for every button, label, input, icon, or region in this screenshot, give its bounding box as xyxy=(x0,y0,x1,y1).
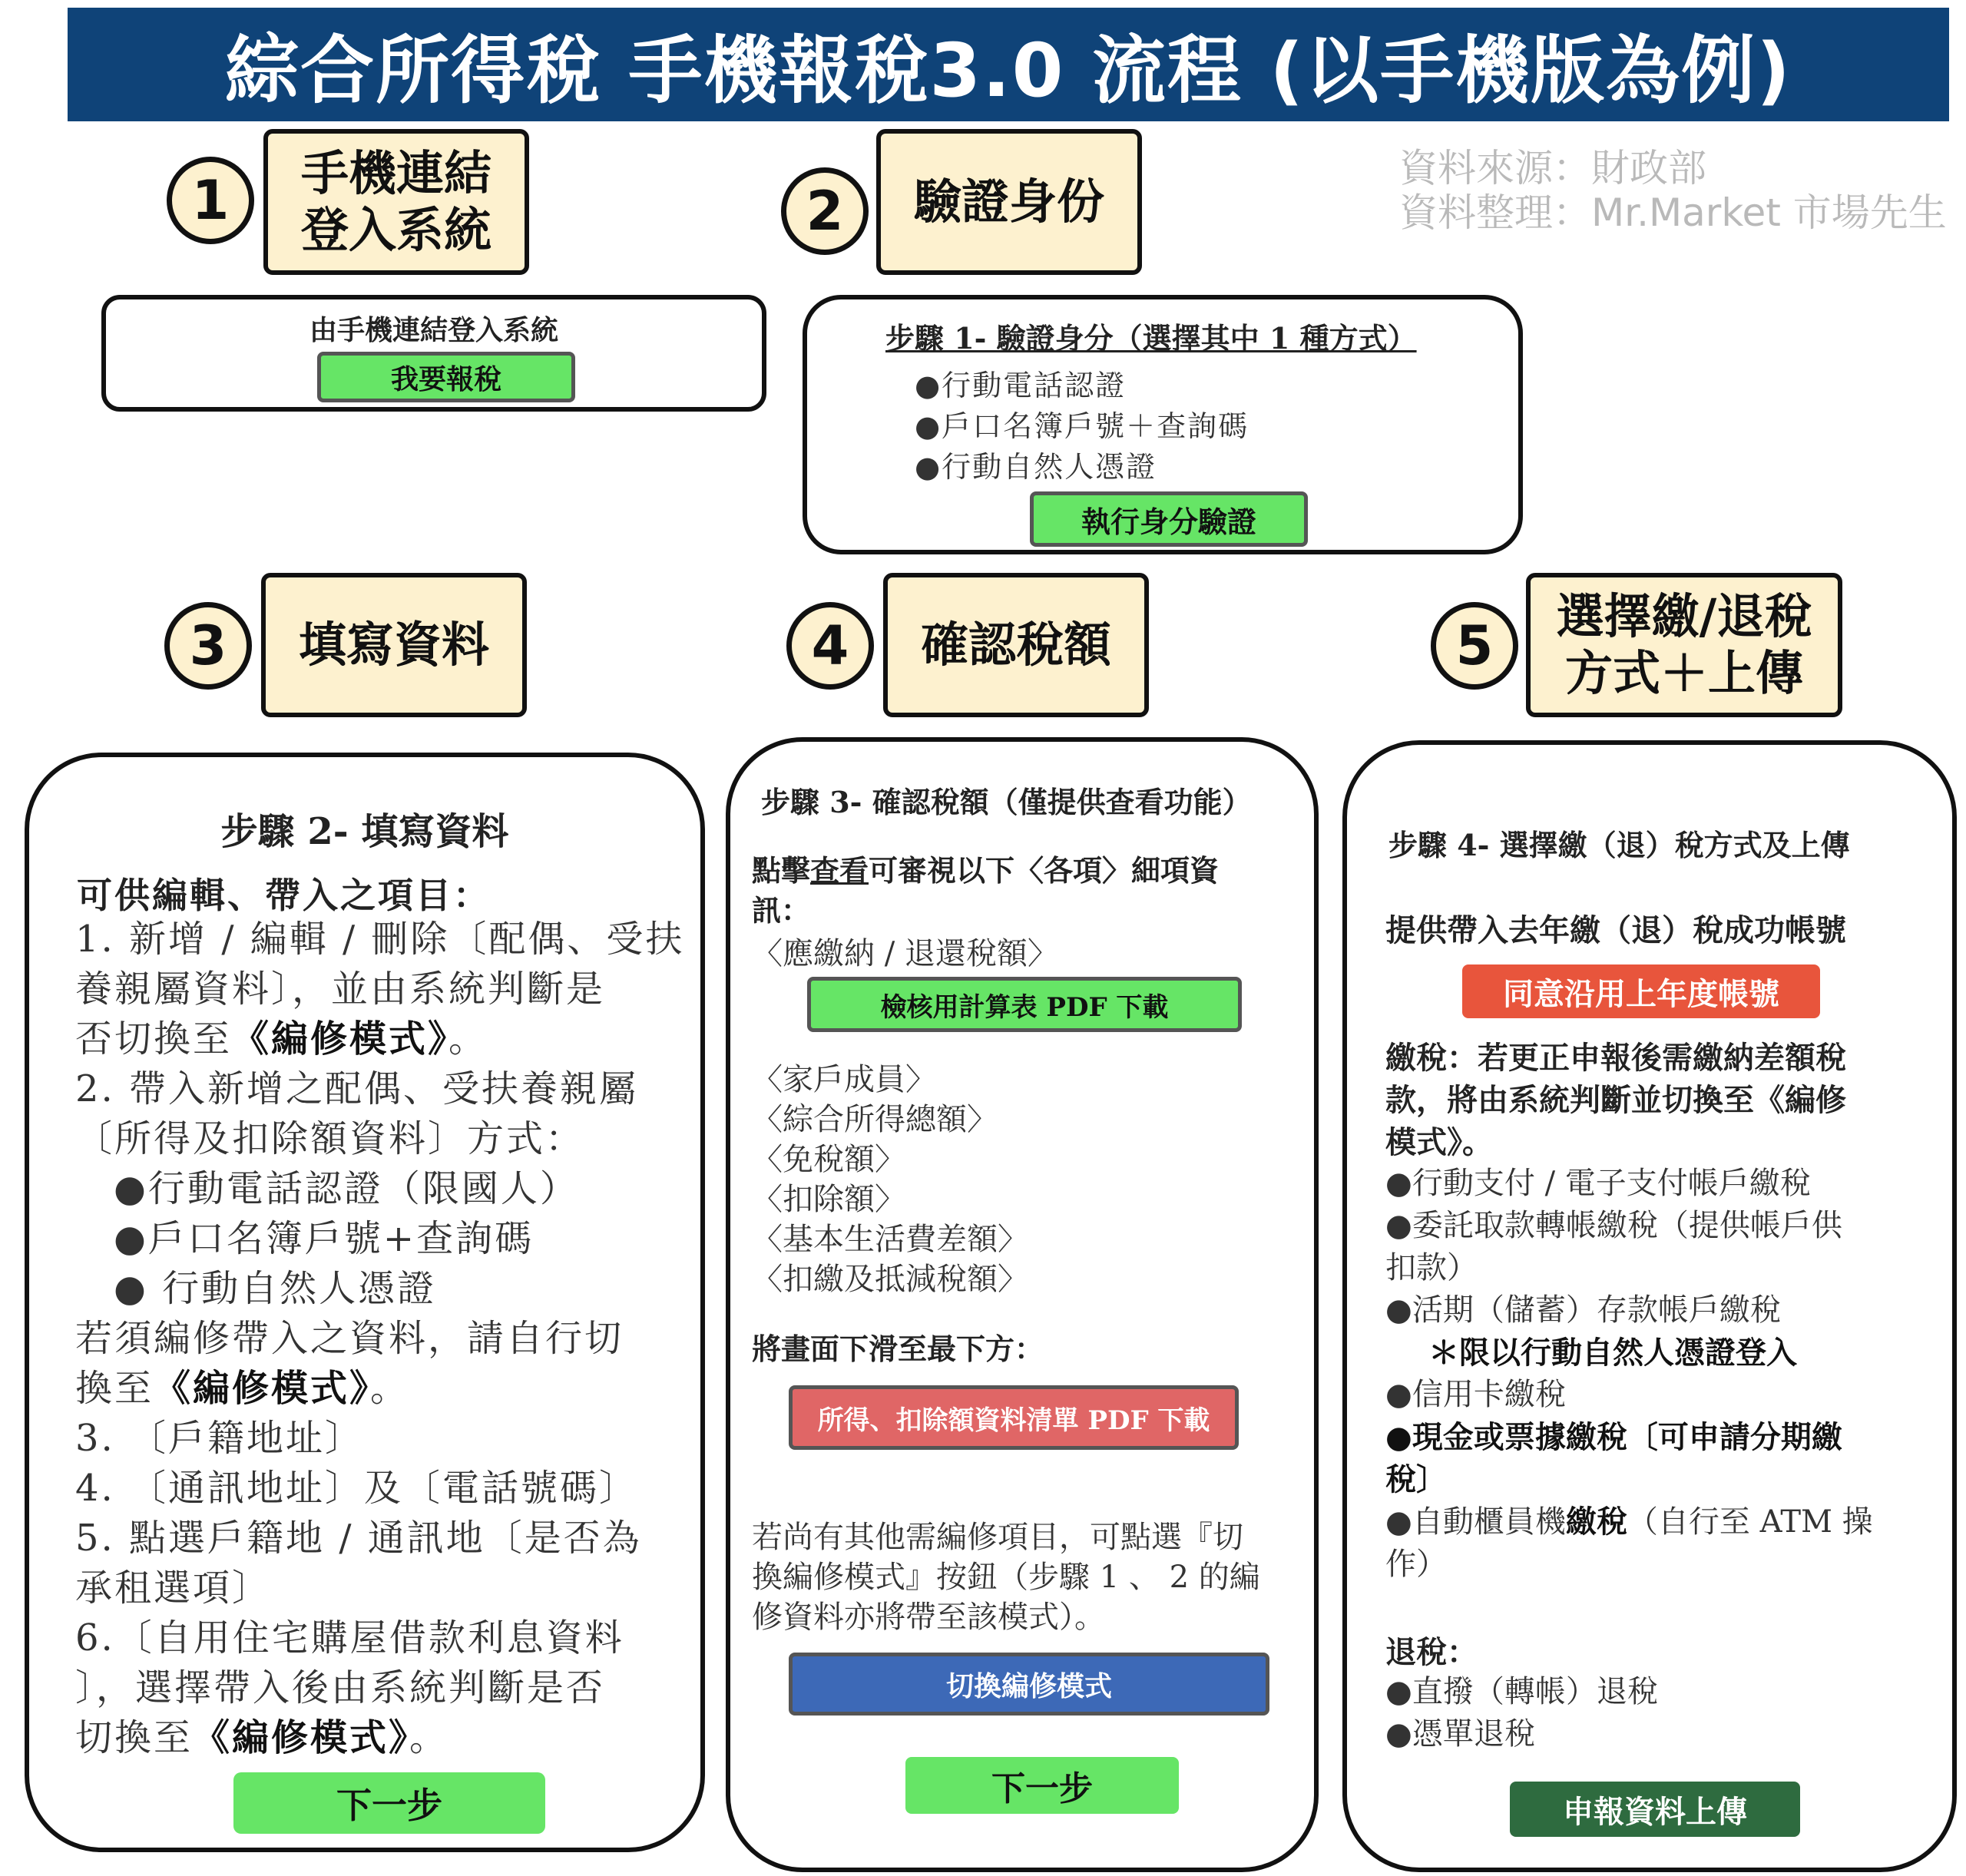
list-item: 〈扣除額〉 xyxy=(752,1182,905,1217)
list-item: 稅〕 xyxy=(1385,1461,1447,1497)
list-item: ●戶口名簿戶號＋查詢碼 xyxy=(915,409,1249,443)
step-1-title-line: 手機連結 xyxy=(300,145,492,201)
compiler-line: 資料整理：Mr.Market 市場先生 xyxy=(1399,190,1947,235)
list-item: ●行動支付 / 電子支付帳戶繳稅 xyxy=(1385,1166,1811,1201)
edit-mode-label: 《編修模式》 xyxy=(154,1367,371,1410)
step-4-title-line: 確認稅額 xyxy=(920,617,1111,673)
step-3-title xyxy=(261,573,527,717)
note-line: 模式》。 xyxy=(1385,1124,1493,1160)
step-5-title-line: 方式＋上傳 xyxy=(1564,645,1803,701)
item-line: 〕，選擇帶入後由系統判斷是否 xyxy=(75,1666,606,1709)
pay-options-list xyxy=(1385,1163,1873,1586)
fill-data-subheading: 可供編輯、帶入之項目： xyxy=(77,875,491,916)
login-card-heading: 由手機連結登入系統 xyxy=(309,314,558,346)
next-step-button[interactable]: 下一步 xyxy=(905,1757,1179,1814)
page-title-banner xyxy=(68,8,1949,121)
scroll-note: 將畫面下滑至最下方： xyxy=(752,1332,1044,1366)
pay-upload-heading: 步驟 4- 選擇繳（退）稅方式及上傳 xyxy=(1388,828,1850,862)
step-5-title xyxy=(1526,573,1842,717)
next-step-button[interactable]: 下一步 xyxy=(233,1772,545,1834)
list-item: ●自動櫃員機繳稅（自行至 ATM 操 xyxy=(1385,1504,1873,1540)
edit-mode-label: 《編修模式》 xyxy=(193,1716,410,1759)
note-line: 若尚有其他需編修項目，可點選『切 xyxy=(752,1520,1243,1555)
file-tax-button[interactable]: 我要報稅 xyxy=(317,352,575,402)
item-line: 2. 帶入新增之配偶、受扶養親屬 xyxy=(75,1067,639,1110)
item-line: 承租選項〕 xyxy=(75,1567,272,1610)
step-5-number: 5 xyxy=(1431,602,1518,690)
note-line: 換編修模式』按鈕（步驟 1 、 2 的編 xyxy=(752,1560,1260,1595)
list-item: 〈免稅額〉 xyxy=(752,1142,905,1177)
fill-data-card xyxy=(25,753,705,1852)
list-item: ●行動電話認證 xyxy=(915,369,1127,402)
pay-note xyxy=(1385,1037,1846,1163)
item-line: 養親屬資料〕，並由系統判斷是 xyxy=(75,968,606,1011)
pay-upload-card xyxy=(1342,740,1957,1872)
item-line: 1. 新增 / 編輯 / 刪除〔配偶、受扶 xyxy=(75,918,685,961)
list-item: ●信用卡繳稅 xyxy=(1385,1377,1566,1412)
edit-mode-note xyxy=(752,1517,1260,1637)
view-link[interactable]: 查看 xyxy=(810,853,869,888)
step-3-number: 3 xyxy=(164,602,252,690)
edit-mode-label: 《編修模式》 xyxy=(232,1017,449,1060)
item-line: 換至《編修模式》。 xyxy=(75,1367,410,1410)
note-line: 款，將由系統判斷並切換至《編修 xyxy=(1385,1082,1846,1118)
fill-data-items xyxy=(75,915,684,1763)
item-line: ● 行動自然人憑證 xyxy=(114,1267,437,1310)
source-line: 資料來源：財政部 xyxy=(1399,146,1706,190)
step-5-title-line: 選擇繳/退稅 xyxy=(1556,588,1812,644)
detail-items-list xyxy=(752,1060,1028,1299)
step-1-title-line: 登入系統 xyxy=(300,202,492,258)
note-line: 繳稅：若更正申報後需繳納差額稅 xyxy=(1385,1040,1846,1076)
confirm-tax-card xyxy=(726,737,1319,1872)
run-verification-button[interactable]: 執行身分驗證 xyxy=(1030,491,1308,547)
list-item: ●活期（儲蓄）存款帳戶繳稅 xyxy=(1385,1292,1781,1328)
list-item: ●直撥（轉帳）退稅 xyxy=(1385,1674,1658,1709)
reuse-account-button[interactable]: 同意沿用上年度帳號 xyxy=(1462,964,1820,1018)
verify-card-heading: 步驟 1- 驗證身分（選擇其中 1 種方式） xyxy=(885,321,1417,356)
list-item: 〈家戶成員〉 xyxy=(752,1062,936,1097)
step-2-title xyxy=(876,129,1142,275)
refund-options-list xyxy=(1385,1671,1658,1755)
list-item: ●現金或票據繳稅〔可申請分期繳 xyxy=(1385,1419,1842,1455)
item-line: ●行動電話認證（限國人） xyxy=(114,1167,579,1210)
step-4-number: 4 xyxy=(786,602,874,690)
confirm-tax-intro xyxy=(752,851,1219,931)
intro-line: 訊： xyxy=(752,893,811,928)
item-line: 若須編修帶入之資料，請自行切 xyxy=(75,1317,624,1360)
step-4-title xyxy=(883,573,1149,717)
switch-edit-mode-button[interactable]: 切換編修模式 xyxy=(789,1653,1269,1716)
list-item: 〈綜合所得總額〉 xyxy=(752,1102,998,1137)
verify-card xyxy=(803,295,1523,554)
step-1-number: 1 xyxy=(167,157,254,244)
list-item: ●憑單退稅 xyxy=(1385,1716,1535,1752)
item-line: 6.〔自用住宅購屋借款利息資料 xyxy=(75,1616,624,1659)
intro-line: 點擊查看可審視以下〈各項〉細項資 xyxy=(752,853,1220,888)
item-line: 否切換至《編修模式》。 xyxy=(75,1017,488,1060)
list-note: ＊限以行動自然人憑證登入 xyxy=(1428,1335,1797,1371)
step-2-title-line: 驗證身份 xyxy=(913,174,1104,230)
fill-data-heading: 步驟 2- 填寫資料 xyxy=(220,810,509,853)
list-item: 〈基本生活費差額〉 xyxy=(752,1222,1028,1257)
source-credit xyxy=(1399,146,1947,235)
item-line: ●戶口名簿戶號+查詢碼 xyxy=(114,1217,535,1260)
login-card xyxy=(101,295,766,412)
list-item: ●委託取款轉帳繳稅（提供帳戶供 xyxy=(1385,1208,1842,1243)
item-line: 3. 〔戶籍地址〕 xyxy=(75,1417,365,1460)
list-item: ●行動自然人憑證 xyxy=(915,450,1157,484)
verify-methods-list xyxy=(915,366,1249,488)
confirm-tax-heading: 步驟 3- 確認稅額（僅提供查看功能） xyxy=(761,785,1252,819)
note-line: 修資料亦將帶至該模式）。 xyxy=(752,1600,1105,1635)
list-item: 扣款） xyxy=(1385,1250,1478,1285)
item-line: 5. 點選戶籍地 / 通訊地〔是否為 xyxy=(75,1517,642,1560)
list-item: 作） xyxy=(1385,1547,1447,1582)
step-3-title-line: 填寫資料 xyxy=(298,617,489,673)
upload-button[interactable]: 申報資料上傳 xyxy=(1510,1782,1800,1837)
item-line: 〔所得及扣除額資料〕方式： xyxy=(75,1117,585,1160)
list-item: 〈扣繳及抵減稅額〉 xyxy=(752,1262,1028,1297)
income-list-pdf-button[interactable]: 所得、扣除額資料清單 PDF 下載 xyxy=(789,1385,1239,1450)
item-line: 切換至《編修模式》。 xyxy=(75,1716,449,1759)
step-1-title xyxy=(263,129,529,275)
refund-title: 退稅： xyxy=(1385,1634,1478,1670)
calc-sheet-pdf-button[interactable]: 檢核用計算表 PDF 下載 xyxy=(807,977,1242,1032)
page-title: 綜合所得稅 手機報稅3.0 流程 (以手機版為例) xyxy=(224,27,1792,114)
item-line: 4. 〔通訊地址〕及〔電話號碼〕 xyxy=(75,1467,639,1510)
step-2-number: 2 xyxy=(781,167,869,255)
account-note: 提供帶入去年繳（退）稅成功帳號 xyxy=(1385,912,1846,948)
tax-payable-item: 〈應繳納 / 退還稅額〉 xyxy=(752,936,1058,971)
